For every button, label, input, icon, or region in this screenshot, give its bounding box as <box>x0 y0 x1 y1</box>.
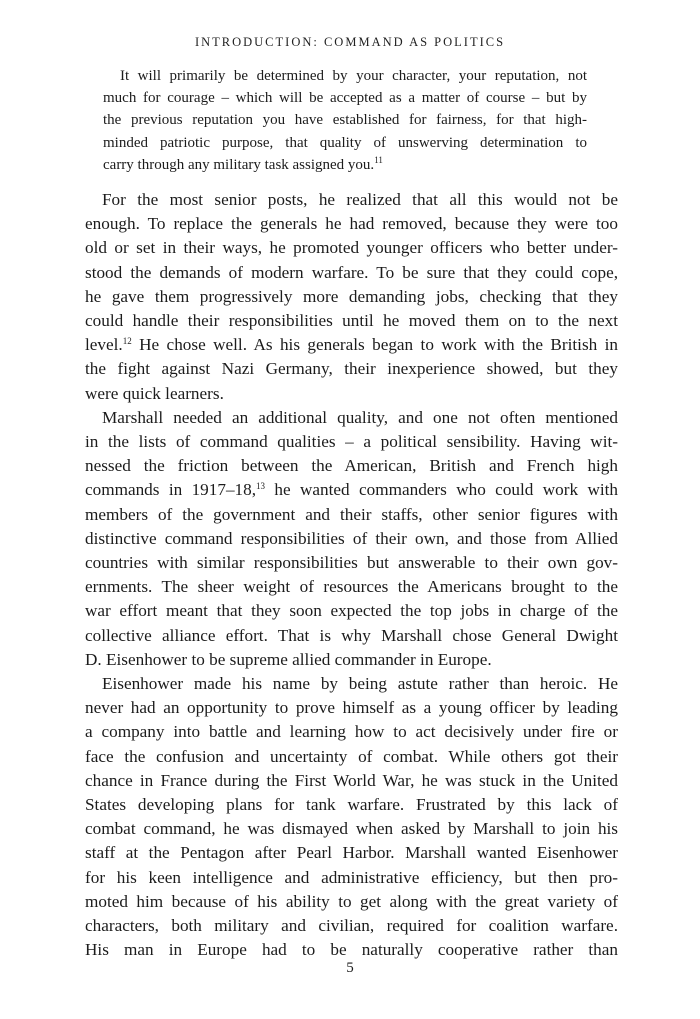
paragraph-line: distinctive command responsibilities of their own, and those from Allied <box>85 528 618 548</box>
quote-line: minded patriotic purpose, that quality of unswerving determination to <box>103 134 587 151</box>
quote-line: It will primarily be determined by your character, your reputation, not <box>120 68 587 84</box>
paragraph-line: D. Eisenhower to be supreme allied commander in Europe. <box>85 649 492 669</box>
paragraph-line: members of the government and their staffs, other senior figures with <box>85 504 618 524</box>
footnote-ref: 11 <box>374 154 383 165</box>
paragraph-line-with-note <box>85 333 618 357</box>
paragraph-line: could handle their responsibilities until he moved them on to the next <box>85 311 618 331</box>
paragraph-line: combat command, he was dismayed when asked by Marshall to join his <box>85 819 618 839</box>
footnote-ref: 12 <box>122 336 132 347</box>
quote-line: the previous reputation you have established for fairness, for that high- <box>103 112 587 129</box>
line-text: he wanted commanders who could work with <box>265 480 618 500</box>
paragraph-line: chance in France during the First World War, he was stuck in the United <box>85 770 618 790</box>
paragraph-line: collective alliance effort. That is why Marshall chose General Dwight <box>85 625 618 645</box>
page-number: 5 <box>346 960 354 976</box>
paragraph-line: for his keen intelligence and administrative efficiency, but then pro- <box>85 867 618 887</box>
quote-line: much for courage – which will be accepted as a matter of course – but by <box>103 90 587 107</box>
body-text <box>85 188 618 963</box>
paragraph-line: countries with similar responsibilities but answerable to their own gov- <box>85 553 618 573</box>
paragraph-line: ernments. The sheer weight of resources the Americans brought to the <box>85 577 618 597</box>
paragraph-line: His man in Europe had to be naturally cooperative rather than <box>85 940 618 960</box>
paragraph-line: were quick learners. <box>85 383 224 403</box>
paragraph-line: For the most senior posts, he realized that all this would not be <box>102 190 618 209</box>
paragraph-line: the fight against Nazi Germany, their inexperience showed, but they <box>85 359 618 379</box>
paragraph-line: war effort meant that they soon expected the top jobs in charge of the <box>85 601 618 621</box>
paragraph-line: a company into battle and learning how to act decisively under fire or <box>85 722 618 742</box>
paragraph-line: he gave them progressively more demanding jobs, checking that they <box>85 286 618 306</box>
paragraph-line: Eisenhower made his name by being astute rather than heroic. He <box>102 674 618 694</box>
running-head: INTRODUCTION: COMMAND AS POLITICS <box>194 35 506 49</box>
paragraph-line: staff at the Pentagon after Pearl Harbor. Marshall wanted Eisenhower <box>85 843 618 863</box>
paragraph-line: old or set in their ways, he promoted younger officers who better under- <box>85 238 618 258</box>
paragraph-line: in the lists of command qualities – a political sensibility. Having wit- <box>85 432 618 452</box>
paragraph-line: characters, both military and civilian, required for coalition warfare. <box>85 916 618 936</box>
paragraph-line-with-note <box>85 478 618 502</box>
paragraph-line: Marshall needed an additional quality, and one not often mentioned <box>102 407 618 427</box>
paragraph-line: face the confusion and uncertainty of combat. While others got their <box>85 746 618 766</box>
paragraph-line: nessed the friction between the American, British and French high <box>85 456 618 476</box>
paragraph-line: stood the demands of modern warfare. To be sure that they could cope, <box>85 262 618 282</box>
paragraph-line: moted him because of his ability to get along with the great variety of <box>85 891 618 911</box>
quote-line-text: carry through any military task assigned you. <box>103 156 375 173</box>
paragraph-line: never had an opportunity to prove himself as a young officer by leading <box>85 698 618 718</box>
block-quote <box>103 65 587 176</box>
line-text: He chose well. As his generals began to work with the British in <box>131 335 618 355</box>
paragraph-line: enough. To replace the generals he had removed, because they were too <box>85 214 618 234</box>
quote-line-last <box>103 154 587 176</box>
paragraph-line: States developing plans for tank warfare. Frustrated by this lack of <box>85 795 618 815</box>
line-text: level. <box>85 335 123 355</box>
line-text: commands in 1917–18, <box>85 480 257 500</box>
footnote-ref: 13 <box>256 481 266 492</box>
